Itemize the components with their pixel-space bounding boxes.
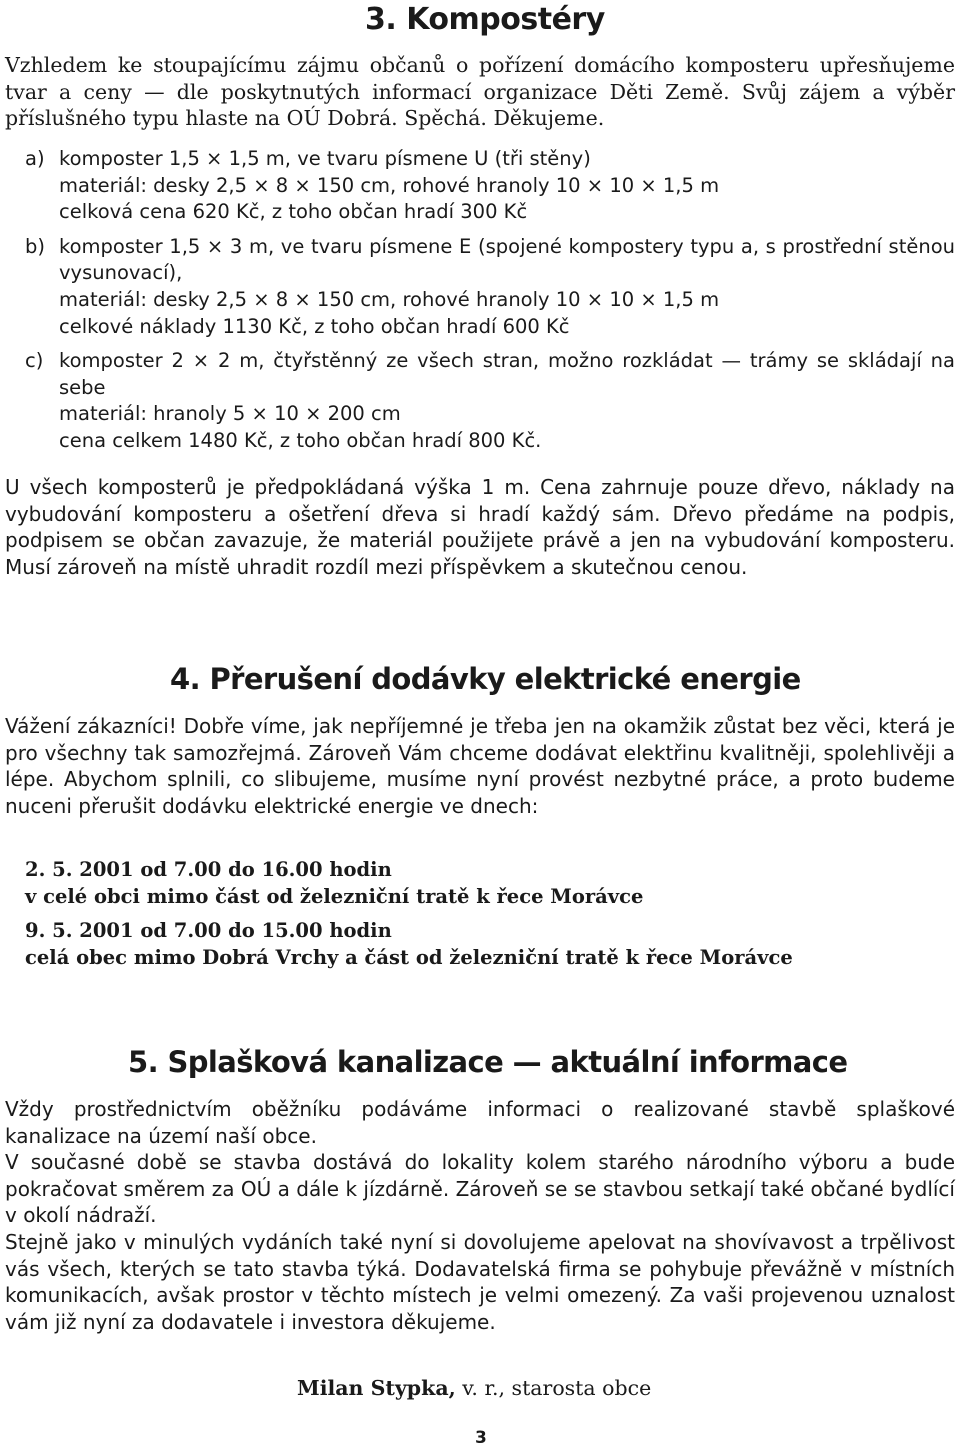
item-line: celková cena 620 Kč, z toho občan hradí 300 Kč: [59, 200, 528, 224]
item-description: komposter 2 × 2 m, čtyřstěnný ze všech stran, možno rozkládat — trámy se skládají na sebe: [59, 349, 955, 399]
signature-name: Milan Stypka,: [297, 1376, 456, 1400]
document-page: [5, 0, 955, 1450]
item-line: cena celkem 1480 Kč, z toho občan hradí 800 Kč.: [59, 428, 542, 452]
section-4-body: Vážení zákazníci! Dobře víme, jak nepříjemné je třeba jen na okamžik zůstat bez věci, která je pro všechny tak samozřejmá. Zároveň Vám chceme dodávat elektřinu kvalitněji, spolehlivěji a lépe. Abychom splnili, co slibujeme, musíme nyní provést nezbytné práce, a proto budeme nuceni přerušit dodávku elektrické energie ve dnech:: [5, 714, 955, 818]
outage-date: 2. 5. 2001 od 7.00 do 16.00 hodin: [25, 858, 392, 881]
item-description: komposter 1,5 × 3 m, ve tvaru písmene E (spojené kompostery typu a, s prostřední stěnou vysunovací),: [59, 234, 955, 285]
item-line: celkové náklady 1130 Kč, z toho občan hradí 600 Kč: [59, 314, 570, 338]
section-3-note: U všech komposterů je předpokládaná výška 1 m. Cena zahrnuje pouze dřevo, náklady na vybudování komposteru a ošetření dřeva si hradí každý sám. Dřevo předáme na podpis, podpisem se občan zavazuje, že materiál použijete právě a jen na vybudování komposteru. Musí zároveň na místě uhradit rozdíl mezi příspěvkem a skutečnou cenou.: [5, 475, 955, 579]
signature-role: v. r., starosta obce: [455, 1376, 652, 1400]
section-5-paragraph: V současné době se stavba dostává do lokality kolem starého národního výboru a bude pokračovat směrem za OÚ a dále k jízdárně. Zároveň se se stavbou setkají také občané bydlící v okolí nádraží.: [5, 1150, 955, 1228]
section-5-paragraph: Stejně jako v minulých vydáních také nyní si dovolujeme apelovat na shovívavost a trpělivost vás všech, kterých se tato stavba týká. Dodavatelská firma se pohybuje převážně v místních komunikacích, avšak prostor v těchto místech je velmi omezený. Za vaši projevenou uznalost vám již nyní za dodavatele i investora děkujeme.: [5, 1229, 955, 1334]
item-line: materiál: desky 2,5 × 8 × 150 cm, rohové hranoly 10 × 10 × 1,5 m: [59, 173, 720, 197]
composter-list: [25, 146, 955, 463]
item-line: komposter 1,5 × 1,5 m, ve tvaru písmene U (tři stěny): [59, 147, 591, 170]
composter-item-c: [25, 348, 955, 454]
section-3-intro: Vzhledem ke stoupajícímu zájmu občanů o pořízení domácího komposteru upřesňujeme tvar a ceny — dle poskytnutých informací organizace Děti Země. Svůj zájem a výběr příslušného typu hlaste na OÚ Dobrá. Spěchá. Děkujeme.: [5, 53, 955, 131]
section-5-body: [5, 1096, 955, 1335]
item-label: a): [25, 147, 45, 170]
outage-dates: [25, 857, 955, 979]
composter-item-b: [25, 234, 955, 340]
item-line: materiál: desky 2,5 × 8 × 150 cm, rohové hranoly 10 × 10 × 1,5 m: [59, 287, 720, 311]
signature: [297, 1376, 651, 1400]
outage-date: 9. 5. 2001 od 7.00 do 15.00 hodin: [25, 919, 392, 943]
item-label: c): [25, 349, 44, 373]
section-5-heading: 5. Splašková kanalizace — aktuální informace: [128, 1045, 848, 1079]
outage-area: celá obec mimo Dobrá Vrchy a část od železniční tratě k řece Morávce: [25, 945, 793, 969]
outage-area: v celé obci mimo část od železniční tratě k řece Morávce: [25, 884, 644, 908]
item-label: b): [25, 234, 45, 258]
section-3-heading: 3. Kompostéry: [365, 2, 605, 37]
composter-item-a: [25, 146, 955, 226]
item-line: materiál: hranoly 5 × 10 × 200 cm: [59, 402, 401, 426]
section-5-paragraph: Vždy prostřednictvím oběžníku podáváme informaci o realizované stavbě splaškové kanalizace na území naší obce.: [5, 1097, 955, 1148]
page-number: 3: [475, 1428, 487, 1448]
section-4-heading: 4. Přerušení dodávky elektrické energie: [170, 662, 801, 696]
